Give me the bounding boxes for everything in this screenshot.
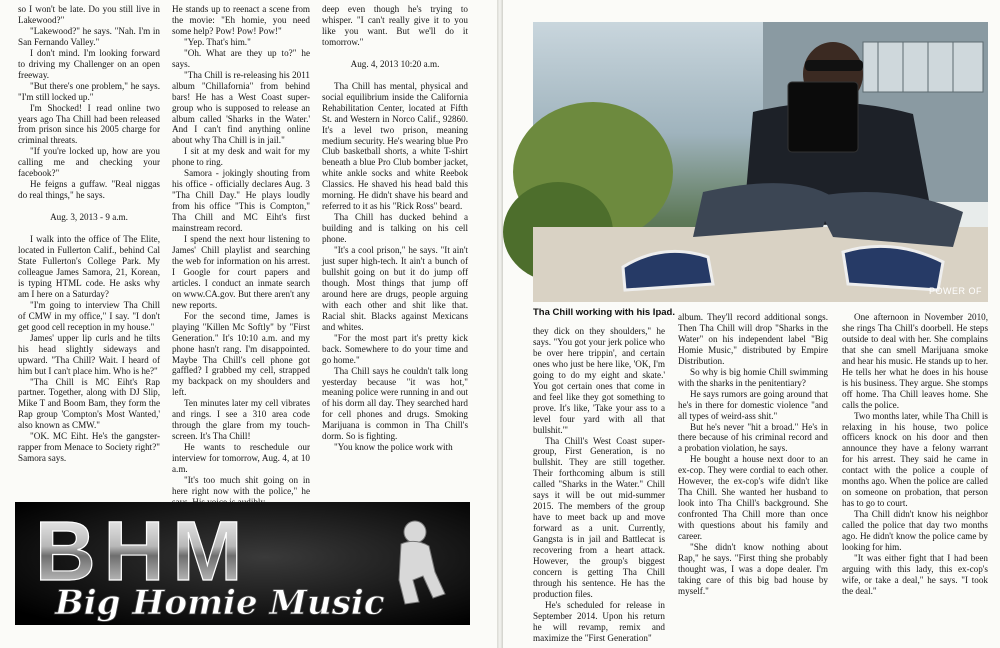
dateline: Aug. 3, 2013 - 9 a.m. <box>50 212 128 223</box>
body-paragraph: "Lakewood?" he says. "Nah. I'm in San Fernando Valley." <box>18 25 160 47</box>
body-paragraph: "She didn't know nothing about Rap," he says. "First thing she probably thought was, I was a dope dealer. I'm taking care of this big bad house by myself." <box>678 542 828 596</box>
body-paragraph: album. They'll record additional songs. Then Tha Chill will drop "Sharks in the Water" on his independent label "Big Homie Music," distributed by Empire Distribution. <box>678 312 828 366</box>
body-paragraph: "I'm going to interview Tha Chill of CMW in my office," I say. "I don't get good cell reception in my house." <box>18 299 160 332</box>
body-paragraph: "It's too much shit going on in here right now with the police," he <box>172 474 310 496</box>
logo-wordmark: Big Homie Music <box>55 583 385 623</box>
body-paragraph: "OK. MC Eiht. He's the gangster-rapper from Menace to Society right?" Samora says. <box>18 431 160 464</box>
body-paragraph: But he's never "hit a broad." He's in there because of his criminal record and a probation violation, he says. <box>678 421 828 454</box>
body-paragraph: they dick on they shoulders," he says. "You got your jerk police who be over here trippin', and certain ones who just be here like, 'OK, I'm going to do my eight and skate.' You got certain ones that come in and feel like they got something to prove. It's like, 'Take your ass to a level four yard with all that bullshit.'" <box>533 326 665 435</box>
body-paragraph: "If you're locked up, how are you calling me and checking your facebook?" <box>18 146 160 179</box>
body-paragraph: Two months later, while Tha Chill is relaxing in his house, two police officers knock on his door and then announce they have a felony warrant for his arrest. They said he came in contact with the police a couple of months ago. When the police are called on someone on probation, that person has to go to court. <box>842 410 988 509</box>
body-paragraph: Tha Chill has ducked behind a building and is talking on his cell phone. <box>322 212 468 245</box>
body-paragraph: Tha Chill's West Coast super-group, First Generation, is no bullshit. They are still together. Their forthcoming album is still called "Sharks in the Water." Chill says it will be out mid-summer 2015. The members of the group have to meet back up and move forward as a unit. Currently, Gangsta is in jail and Battlecat is recovering from a heart attack. However, the group's biggest concern is getting Tha Chill through his sentence. He has the production files. <box>533 435 665 599</box>
body-paragraph: deep even though he's trying to whisper. "I can't really give it to you like you want. But we'll do it tomorrow." <box>322 4 468 47</box>
photo-caption: Tha Chill working with his Ipad. <box>533 307 675 318</box>
body-paragraph: Tha Chill has mental, physical and social equilibrium inside the California Rehabilitation Center, located at Fifth St. and Western in Norco Calif., 92860. It's a level two prison, meaning medium security. He's wearing blue Pro Club basketball shorts, a white T-shirt beneath a blue Pro Club bomber jacket, white ankle socks and white Reebok Classics. He shaved his head bald this morning. He didn't shave his beard and referred to it as his "Rick Ross" beard. <box>322 80 468 212</box>
photo-watermark: POWER OF <box>929 286 982 296</box>
body-paragraph: He says rumors are going around that he's in there for domestic violence "and all types of weird-ass shit." <box>678 388 828 421</box>
body-paragraph: James' upper lip curls and he tilts his head slightly sideways and upward. "Tha Chill? Wait. I heard of him but I can't place him. Who is he?" <box>18 332 160 376</box>
left-column-1 <box>18 4 160 498</box>
body-paragraph: Tha Chill says he couldn't talk long yesterday because "it was hot," meaning police were running in and out of his dorm all day. They searched hard for cell phones and drugs. Smoking Marijuana is common in Tha Chill's dorm. So is fighting. <box>322 365 468 442</box>
body-paragraph: "Tha Chill is MC Eiht's Rap partner. Together, along with DJ Slip, Mike T and Boom Bam, they form the Rap group 'Compton's Most Wanted,' also known as CMW." <box>18 376 160 431</box>
body-paragraph: He bought a house next door to an ex-cop. They were cordial to each other. However, the ex-cop's wife didn't like Tha Chill. She wanted her husband to look into Tha Chill's background. She confronted Tha Chill more than once with questions about his family and career. <box>678 454 828 542</box>
dateline: Aug. 4, 2013 10:20 a.m. <box>350 58 440 69</box>
body-paragraph: I spend the next hour listening to James' Chill playlist and searching the web for information on his arrest. I Google for court papers and articles. I conduct an inmate search on www.CA.gov. But there aren't any new reports. <box>172 234 310 310</box>
left-column-3 <box>322 4 468 488</box>
continued-column <box>533 326 665 644</box>
body-paragraph: So why is big homie Chill swimming with the sharks in the penitentiary? <box>678 366 828 388</box>
body-paragraph: "Tha Chill is re-releasing his 2011 album "Chillafornia" from behind bars! He has a West Coast super-group who is supposed to release an album called 'Sharks in the Water.' And I can't find anything online about why Tha Chill is in jail." <box>172 69 310 146</box>
body-paragraph: For the second time, James is playing "Killen Mc Softly" by "First Generation." It's 10:10 a.m. and my phone hasn't rang. I'm disappointed. Maybe Tha Chill's cell phone got gaffled? I grabbed my cell, strapped my backpack on my shoulders and left. <box>172 310 310 398</box>
body-paragraph: "It's a cool prison," he says. "It ain't just super high-tech. It ain't a bunch of bullshit going on but it do jump off though. Most things that jump off around here are drugs, people arguing with each other and shit like that. Racial shit. Blacks against Mexicans and whites. <box>322 245 468 332</box>
body-paragraph: Tha Chill didn't know his neighbor called the police that day two months ago. He didn't know the police came by looking for him. <box>842 509 988 553</box>
body-paragraph: Ten minutes later my cell vibrates and rings. I see a 310 area code through the glare from my touch-screen. It's Tha Chill! <box>172 398 310 442</box>
body-paragraph: Samora - jokingly shouting from his office - officially declares Aug. 3 "Tha Chill Day." He plays loudly from his office "This is Compton," Tha Chill and MC Eiht's first mainstream record. <box>172 168 310 234</box>
body-paragraph: He feigns a guffaw. "Real niggas do real things," he says. <box>18 179 160 201</box>
right-column-1 <box>678 312 828 644</box>
feature-photo <box>533 22 988 302</box>
body-paragraph: One afternoon in November 2010, she rings Tha Chill's doorbell. He steps outside to deal with her. She complains that she can smell Marijuana smoke and hear his music. He stands up to her. He tells her what he does in his house is his business. They argue. She stomps off home. Tha Chill leaves home. She calls the police. <box>842 312 988 410</box>
body-paragraph: I don't mind. I'm looking forward to driving my Challenger on an open freeway. <box>18 47 160 80</box>
body-paragraph: so I won't be late. Do you still live in Lakewood?" <box>18 4 160 25</box>
body-paragraph: "Oh. What are they up to?" he says. <box>172 47 310 69</box>
body-paragraph: I walk into the office of The Elite, located in Fullerton Calif., behind Cal State Fullerton's College Park. My colleague James Samora, 21, Korean, is typing HTML code. He asks why am I here on a Saturday? <box>18 234 160 299</box>
body-paragraph: "For the most part it's pretty kick back. Somewhere to do your time and go home." <box>322 332 468 365</box>
body-paragraph: "You know the police work with <box>334 442 453 453</box>
right-column-2 <box>842 312 988 644</box>
body-paragraph: "But there's one problem," he says. "I'm still locked up." <box>18 80 160 102</box>
body-paragraph: He wants to reschedule our interview for tomorrow, Aug. 4, at 10 a.m. <box>172 442 310 475</box>
body-paragraph: "Yep. That's him." <box>184 36 251 47</box>
body-paragraph: "It was either fight that I had been arguing with this lady, this ex-cop's wife, or take a deal," he says. "I took the deal." <box>842 552 988 596</box>
body-paragraph: I sit at my desk and wait for my phone to ring. <box>172 146 310 168</box>
body-paragraph: He stands up to reenact a scene from the movie: "Eh homie, you need some help? Pow! Pow! Pow!" <box>172 4 310 36</box>
logo-graphic <box>15 502 470 625</box>
body-paragraph: I'm Shocked! I read online two years ago Tha Chill had been released from prison since his 2005 charge for criminal threats. <box>18 102 160 146</box>
big-homie-music-logo <box>15 502 470 625</box>
body-paragraph: He's scheduled for release in September 2014. Upon his return he will revamp, remix and maximize the "First Generation" <box>533 599 665 643</box>
photo-illustration <box>533 22 988 302</box>
logo-monogram: BHM <box>35 504 251 598</box>
left-column-2 <box>172 4 310 498</box>
